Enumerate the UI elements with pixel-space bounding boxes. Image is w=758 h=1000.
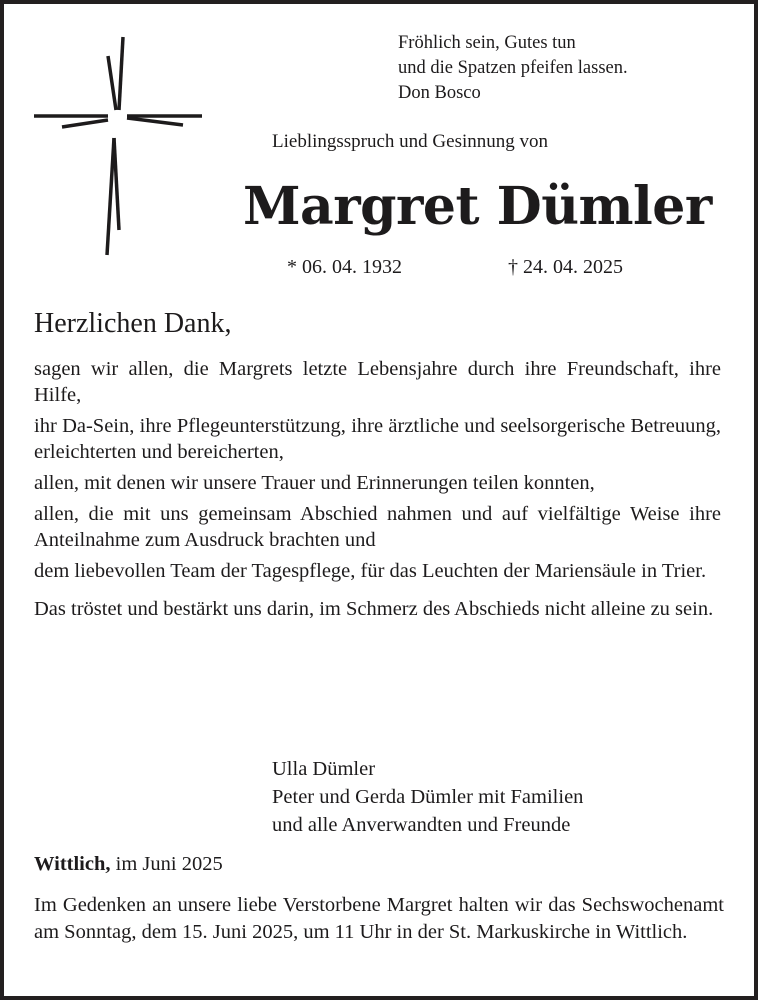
motto-line: Fröhlich sein, Gutes tun — [398, 33, 576, 53]
motto-quote — [398, 31, 628, 106]
memorial-service-text: Im Gedenken an unsere liebe Verstorbene Margret halten wir das Sechswochenamt am Sonntag, dem 15. Juni 2025, um 11 Uhr in der St. Markuskirche in Wittlich. — [34, 894, 724, 943]
cross-icon — [0, 0, 220, 270]
paragraph: allen, mit denen wir unsere Trauer und Erinnerungen teilen konnten, — [34, 472, 595, 494]
birth-date: * 06. 04. 1932 — [287, 256, 402, 278]
paragraph: sagen wir allen, die Margrets letzte Lebensjahre durch ihre Freundschaft, ihre Hilfe, — [34, 358, 721, 406]
paragraph: dem liebevollen Team der Tagespflege, für das Leuchten der Mariensäule in Trier. — [34, 560, 707, 582]
paragraph: allen, die mit uns gemeinsam Abschied nahmen und auf vielfältige Weise ihre Anteilnahme zum Ausdruck brachten und — [34, 503, 721, 551]
thanks-body — [34, 356, 721, 627]
place-date — [34, 853, 223, 876]
place-city: Wittlich, — [34, 853, 111, 875]
paragraph: ihr Da-Sein, ihre Pflegeunterstützung, ihre ärztliche und seelsorgerische Betreuung, erleichterten und bereicherten, — [34, 415, 721, 463]
signature-line: Peter und Gerda Dümler mit Familien — [272, 786, 584, 808]
motto-author: Don Bosco — [398, 83, 481, 103]
paragraph: Das tröstet und bestärkt uns darin, im Schmerz des Abschieds nicht alleine zu sein. — [34, 598, 714, 620]
motto-line: und die Spatzen pfeifen lassen. — [398, 58, 628, 78]
thanks-heading: Herzlichen Dank, — [34, 308, 232, 339]
death-date: † 24. 04. 2025 — [508, 256, 623, 278]
signature-line: und alle Anverwandten und Freunde — [272, 814, 571, 836]
signatures — [272, 755, 583, 839]
place-date-text: im Juni 2025 — [110, 853, 223, 875]
intro-text: Lieblingsspruch und Gesinnung von — [272, 131, 549, 152]
deceased-name: Margret Dümler — [243, 176, 712, 237]
signature-line: Ulla Dümler — [272, 758, 376, 780]
